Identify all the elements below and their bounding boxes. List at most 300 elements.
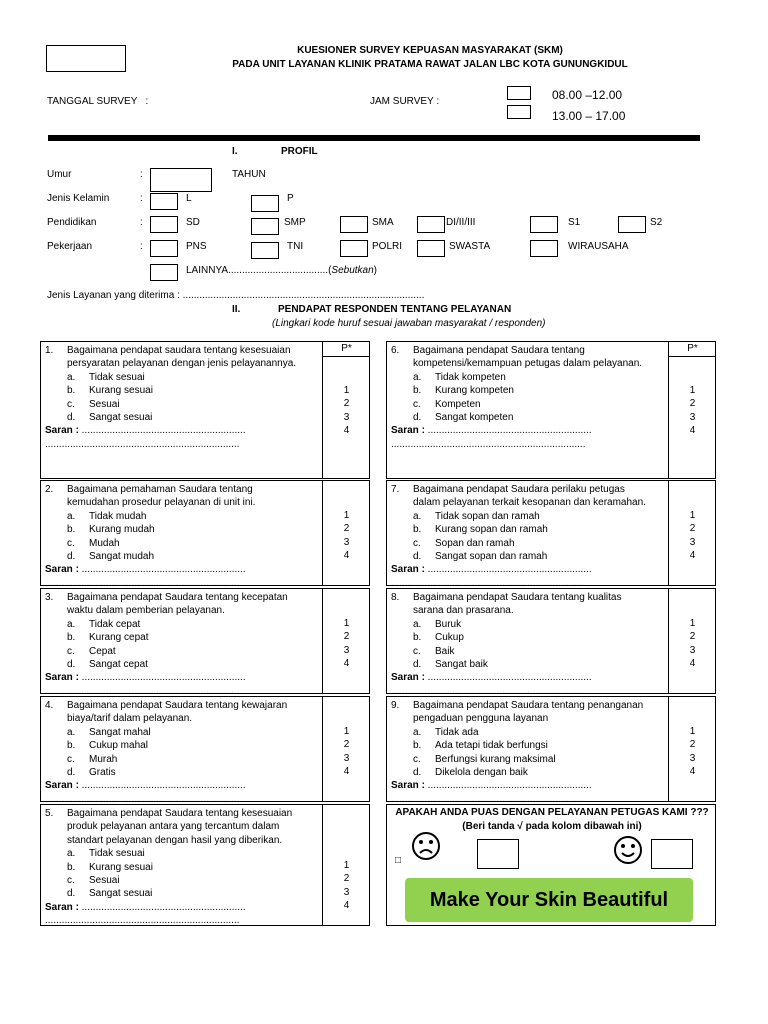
option-text: Sangat cepat bbox=[89, 659, 148, 671]
score-list bbox=[669, 617, 716, 671]
tahun-label: TAHUN bbox=[232, 169, 266, 180]
saran-label: Saran : bbox=[391, 780, 425, 792]
profil-section-title: PROFIL bbox=[281, 146, 318, 157]
answer-option[interactable] bbox=[391, 537, 667, 550]
option-letter: a. bbox=[413, 618, 422, 630]
answer-option[interactable] bbox=[391, 631, 667, 644]
option-letter: c. bbox=[413, 645, 421, 657]
pekerjaan-lainnya-label bbox=[186, 265, 377, 276]
answer-option[interactable] bbox=[45, 618, 321, 631]
answer-option[interactable] bbox=[391, 645, 667, 658]
score-value[interactable]: 2 bbox=[689, 631, 696, 643]
option-letter: b. bbox=[67, 524, 76, 536]
saran-row[interactable] bbox=[45, 671, 321, 684]
option-letter: b. bbox=[413, 385, 422, 397]
saran-row[interactable] bbox=[391, 671, 667, 684]
option-letter: c. bbox=[67, 645, 75, 657]
option-text: Sangat sesuai bbox=[89, 412, 153, 424]
option-text: Sangat sopan dan ramah bbox=[435, 551, 548, 563]
pendidikan-d3-label: DI/II/III bbox=[446, 217, 476, 228]
score-value[interactable]: 3 bbox=[343, 886, 350, 898]
option-text: Sesuai bbox=[89, 875, 120, 887]
answer-option[interactable] bbox=[391, 550, 667, 563]
option-text: Tidak cepat bbox=[89, 618, 141, 630]
score-value[interactable]: 1 bbox=[689, 726, 696, 737]
score-value[interactable]: 2 bbox=[689, 739, 696, 751]
score-value[interactable]: 2 bbox=[689, 523, 696, 535]
score-value[interactable]: 2 bbox=[343, 398, 350, 410]
saran-row[interactable] bbox=[391, 424, 667, 437]
option-letter: a. bbox=[67, 618, 76, 630]
jk-p-label: P bbox=[287, 193, 294, 204]
pekerjaan-pns-label: PNS bbox=[186, 241, 207, 252]
score-value[interactable]: 4 bbox=[343, 658, 350, 670]
saran-row[interactable] bbox=[391, 779, 667, 792]
option-text: Dikelola dengan baik bbox=[435, 767, 528, 779]
answer-option[interactable] bbox=[391, 371, 667, 384]
option-text: Cukup bbox=[435, 632, 464, 644]
option-letter: c. bbox=[67, 537, 75, 549]
saran-line-2[interactable]: ...................................................................... bbox=[45, 915, 240, 927]
score-value[interactable]: 2 bbox=[689, 398, 696, 410]
question-box bbox=[40, 480, 370, 589]
question-number: 3. bbox=[45, 592, 54, 603]
answer-option[interactable] bbox=[45, 739, 321, 752]
saran-label: Saran : bbox=[391, 672, 425, 684]
score-value[interactable]: 1 bbox=[343, 618, 350, 629]
pendidikan-smp-label: SMP bbox=[284, 217, 306, 228]
profil-section-num: I. bbox=[232, 146, 238, 157]
pekerjaan-swasta-checkbox[interactable] bbox=[417, 240, 445, 257]
question-line bbox=[45, 357, 321, 370]
question-line bbox=[45, 604, 321, 617]
tanggal-survey-label: TANGGAL SURVEY : bbox=[47, 96, 149, 107]
saran-dots: ........................................................... bbox=[78, 901, 246, 913]
question-line bbox=[391, 344, 667, 357]
answer-option[interactable] bbox=[391, 766, 667, 779]
saran-dots: ........................................................... bbox=[78, 564, 246, 576]
question-line-text: dalam pelayanan terkait kesopanan dan keramahan. bbox=[413, 497, 646, 509]
answer-option[interactable] bbox=[391, 510, 667, 523]
saran-dots: ........................................................... bbox=[424, 672, 592, 684]
question-line bbox=[45, 820, 321, 833]
option-letter: b. bbox=[67, 632, 76, 644]
question-number: 6. bbox=[391, 345, 400, 356]
option-letter: c. bbox=[413, 398, 421, 410]
answer-option[interactable] bbox=[391, 411, 667, 424]
pendidikan-colon: : bbox=[140, 217, 143, 228]
saran-label: Saran : bbox=[45, 901, 79, 913]
option-letter: d. bbox=[413, 659, 422, 671]
score-column bbox=[322, 342, 370, 478]
answer-option[interactable] bbox=[45, 631, 321, 644]
answer-option[interactable] bbox=[45, 658, 321, 671]
saran-line-2[interactable]: ...................................................................... bbox=[391, 685, 586, 697]
option-text: Buruk bbox=[435, 618, 462, 630]
jam-option1-checkbox[interactable] bbox=[507, 86, 531, 100]
question-line-text: biaya/tarif dalam pelayanan. bbox=[67, 713, 193, 725]
option-text: Tidak kompeten bbox=[435, 371, 506, 383]
saran-label: Saran : bbox=[45, 672, 79, 684]
score-value[interactable]: 4 bbox=[689, 766, 696, 778]
answer-option[interactable] bbox=[391, 384, 667, 397]
answer-option[interactable] bbox=[45, 887, 321, 900]
score-value[interactable]: 4 bbox=[343, 766, 350, 778]
saran-row[interactable] bbox=[391, 563, 667, 576]
score-value[interactable]: 1 bbox=[343, 726, 350, 737]
pendidikan-sd-checkbox[interactable] bbox=[150, 216, 178, 233]
question-number: 1. bbox=[45, 345, 54, 356]
jam-option1-label: 08.00 –12.00 bbox=[552, 88, 623, 102]
option-text: Tidak sesuai bbox=[89, 371, 145, 383]
option-text: Sangat kompeten bbox=[435, 412, 514, 424]
option-letter: b. bbox=[67, 740, 76, 752]
saran-row[interactable] bbox=[45, 779, 321, 792]
pendapat-section-title: PENDAPAT RESPONDEN TENTANG PELAYANAN bbox=[278, 304, 512, 315]
score-header: P* bbox=[669, 342, 716, 357]
question-line bbox=[391, 699, 667, 712]
question-line bbox=[391, 604, 667, 617]
pekerjaan-colon: : bbox=[140, 241, 143, 252]
question-line bbox=[391, 591, 667, 604]
answer-option[interactable] bbox=[45, 398, 321, 411]
option-text: Murah bbox=[89, 753, 118, 765]
saran-label: Saran : bbox=[391, 425, 425, 437]
answer-option[interactable] bbox=[391, 658, 667, 671]
option-text: Kurang sesuai bbox=[89, 861, 153, 873]
option-text: Ada tetapi tidak berfungsi bbox=[435, 740, 548, 752]
question-box bbox=[40, 341, 370, 479]
option-letter: c. bbox=[67, 398, 75, 410]
pendidikan-d3-checkbox[interactable] bbox=[417, 216, 445, 233]
score-value[interactable]: 4 bbox=[343, 900, 350, 912]
question-text bbox=[391, 344, 667, 451]
question-text bbox=[45, 483, 321, 590]
title-line-1: KUESIONER SURVEY KEPUASAN MASYARAKAT (SKM) bbox=[297, 45, 563, 56]
option-text: Cukup mahal bbox=[89, 740, 148, 752]
saran-row[interactable] bbox=[45, 901, 321, 914]
score-column bbox=[668, 481, 716, 585]
option-text: Baik bbox=[435, 645, 455, 657]
pekerjaan-lainnya-checkbox[interactable] bbox=[150, 264, 178, 281]
option-letter: d. bbox=[67, 888, 76, 900]
question-line-text: kompetensi/kemampuan petugas dalam pelayanan. bbox=[413, 358, 643, 370]
option-letter: b. bbox=[67, 861, 76, 873]
question-line bbox=[391, 357, 667, 370]
score-value[interactable]: 3 bbox=[689, 644, 696, 656]
score-list bbox=[323, 384, 370, 438]
score-value[interactable]: 2 bbox=[343, 523, 350, 535]
answer-option[interactable] bbox=[45, 384, 321, 397]
pekerjaan-polri-checkbox[interactable] bbox=[340, 240, 368, 257]
score-value[interactable]: 4 bbox=[343, 425, 350, 437]
saran-label: Saran : bbox=[45, 425, 79, 437]
question-line-text: Bagaimana pendapat Saudara tentang bbox=[413, 345, 585, 356]
question-line bbox=[45, 712, 321, 725]
question-line bbox=[45, 591, 321, 604]
question-line-text: Bagaimana pemahaman Saudara tentang bbox=[67, 484, 253, 495]
option-text: Kurang sesuai bbox=[89, 385, 153, 397]
score-value[interactable]: 3 bbox=[343, 644, 350, 656]
score-column bbox=[322, 697, 370, 801]
jenis-kelamin-colon: : bbox=[140, 193, 143, 204]
answer-option[interactable] bbox=[391, 523, 667, 536]
sad-face-icon bbox=[411, 831, 441, 861]
answer-option[interactable] bbox=[45, 537, 321, 550]
score-value[interactable]: 3 bbox=[689, 752, 696, 764]
option-text: Sangat mudah bbox=[89, 551, 155, 563]
option-text: Cepat bbox=[89, 645, 116, 657]
score-header: P* bbox=[323, 342, 370, 357]
tidak-puas-checkbox[interactable] bbox=[477, 839, 519, 869]
score-value[interactable]: 1 bbox=[343, 510, 350, 521]
answer-option[interactable] bbox=[45, 766, 321, 779]
saran-row[interactable] bbox=[45, 424, 321, 437]
pendidikan-s1-label: S1 bbox=[568, 217, 581, 228]
saran-dots: ........................................................... bbox=[78, 425, 246, 437]
score-value[interactable]: 4 bbox=[689, 658, 696, 670]
slogan-banner: Make Your Skin Beautiful bbox=[405, 878, 693, 922]
question-line-text: Bagaimana pendapat Saudara perilaku petugas bbox=[413, 484, 625, 495]
umur-input[interactable] bbox=[150, 168, 212, 192]
jenis-kelamin-label: Jenis Kelamin bbox=[47, 193, 110, 204]
question-line-text: Bagaimana pendapat Saudara tentang kewajaran bbox=[67, 700, 288, 711]
question-line-text: produk pelayanan antara yang tercantum dalam bbox=[67, 821, 280, 833]
option-text: Sangat sesuai bbox=[89, 888, 153, 900]
score-column bbox=[322, 589, 370, 693]
pendidikan-s2-checkbox[interactable] bbox=[618, 216, 646, 233]
score-column bbox=[322, 481, 370, 585]
option-text: Tidak sopan dan ramah bbox=[435, 510, 540, 522]
question-line-text: sarana dan prasarana. bbox=[413, 605, 514, 617]
question-text bbox=[45, 591, 321, 698]
option-text: Tidak sesuai bbox=[89, 848, 145, 860]
answer-option[interactable] bbox=[45, 510, 321, 523]
question-line-text: Bagaimana pendapat Saudara tentang kecepatan bbox=[67, 592, 288, 603]
pendidikan-sma-checkbox[interactable] bbox=[340, 216, 368, 233]
question-line-text: standart pelayanan dengan hasil yang diberikan. bbox=[67, 834, 283, 846]
jam-survey-label: JAM SURVEY : bbox=[370, 96, 440, 107]
saran-line-2[interactable]: ...................................................................... bbox=[391, 577, 586, 589]
question-box bbox=[386, 696, 716, 805]
option-letter: a. bbox=[67, 510, 76, 522]
jk-l-label: L bbox=[186, 193, 192, 204]
option-text: Kurang sopan dan ramah bbox=[435, 524, 548, 536]
score-value[interactable]: 1 bbox=[689, 385, 696, 396]
answer-option[interactable] bbox=[45, 753, 321, 766]
question-box bbox=[386, 588, 716, 697]
answer-option[interactable] bbox=[45, 847, 321, 860]
answer-option[interactable] bbox=[391, 618, 667, 631]
option-text: Tidak ada bbox=[435, 726, 479, 738]
question-line bbox=[45, 807, 321, 820]
question-number: 4. bbox=[45, 700, 54, 711]
question-box bbox=[40, 696, 370, 805]
saran-line-2[interactable]: ...................................................................... bbox=[45, 438, 240, 450]
score-list bbox=[669, 725, 716, 779]
umur-colon: : bbox=[140, 169, 143, 180]
pendidikan-s1-checkbox[interactable] bbox=[530, 216, 558, 233]
kepuasan-question: APAKAH ANDA PUAS DENGAN PELAYANAN PETUGAS KAMI ??? bbox=[395, 807, 709, 818]
score-value[interactable]: 3 bbox=[689, 411, 696, 423]
answer-option[interactable] bbox=[45, 874, 321, 887]
question-line bbox=[45, 834, 321, 847]
saran-dots: ........................................................... bbox=[424, 780, 592, 792]
happy-face-icon bbox=[613, 835, 643, 865]
question-number: 9. bbox=[391, 700, 400, 711]
answer-option[interactable] bbox=[45, 726, 321, 739]
jam-option2-checkbox[interactable] bbox=[507, 105, 531, 119]
question-line bbox=[45, 483, 321, 496]
score-value[interactable]: 4 bbox=[689, 550, 696, 562]
score-list bbox=[323, 617, 370, 671]
score-list bbox=[669, 509, 716, 563]
option-letter: d. bbox=[67, 767, 76, 779]
option-letter: a. bbox=[413, 726, 422, 738]
option-letter: c. bbox=[67, 753, 75, 765]
question-text bbox=[45, 807, 321, 928]
pendidikan-sd-label: SD bbox=[186, 217, 200, 228]
saran-label: Saran : bbox=[45, 564, 79, 576]
question-text bbox=[391, 483, 667, 590]
option-letter: d. bbox=[67, 551, 76, 563]
score-list bbox=[323, 725, 370, 779]
puas-checkbox[interactable] bbox=[651, 839, 693, 869]
stray-glyph: □ bbox=[395, 855, 402, 866]
lainnya-close: ) bbox=[373, 265, 378, 276]
header-divider bbox=[48, 135, 700, 141]
pekerjaan-tni-label: TNI bbox=[287, 241, 304, 252]
saran-row[interactable] bbox=[45, 563, 321, 576]
question-number: 7. bbox=[391, 484, 400, 495]
question-box bbox=[40, 588, 370, 697]
option-letter: d. bbox=[67, 412, 76, 424]
saran-line-2[interactable]: ...................................................................... bbox=[45, 577, 240, 589]
pendapat-instruction: (Lingkari kode huruf sesuai jawaban masyarakat / responden) bbox=[272, 318, 546, 329]
score-value[interactable]: 1 bbox=[343, 860, 350, 871]
answer-option[interactable] bbox=[391, 739, 667, 752]
option-text: Sopan dan ramah bbox=[435, 537, 515, 549]
score-value[interactable]: 1 bbox=[343, 385, 350, 396]
question-line-text: Bagaimana pendapat Saudara tentang kesesuaian bbox=[67, 808, 293, 819]
option-letter: d. bbox=[413, 551, 422, 563]
pendidikan-sma-label: SMA bbox=[372, 217, 394, 228]
jenis-layanan-field[interactable]: Jenis Layanan yang diterima : ....................................................................................... bbox=[47, 290, 425, 301]
answer-option[interactable] bbox=[391, 726, 667, 739]
score-value[interactable]: 3 bbox=[343, 752, 350, 764]
score-list bbox=[323, 509, 370, 563]
option-letter: a. bbox=[67, 371, 76, 383]
score-value[interactable]: 2 bbox=[343, 631, 350, 643]
score-value[interactable]: 1 bbox=[689, 618, 696, 629]
score-column bbox=[668, 342, 716, 478]
umur-label: Umur bbox=[47, 169, 72, 180]
pekerjaan-polri-label: POLRI bbox=[372, 241, 403, 252]
option-letter: a. bbox=[413, 510, 422, 522]
pendidikan-smp-checkbox[interactable] bbox=[251, 218, 279, 235]
question-text bbox=[391, 591, 667, 698]
score-column bbox=[322, 805, 370, 925]
question-line-text: waktu dalam pemberian pelayanan. bbox=[67, 605, 225, 617]
option-text: Sangat baik bbox=[435, 659, 488, 671]
answer-option[interactable] bbox=[45, 645, 321, 658]
saran-dots: ........................................................... bbox=[424, 425, 592, 437]
answer-option[interactable] bbox=[45, 371, 321, 384]
saran-dots: ........................................................... bbox=[78, 780, 246, 792]
saran-line-2[interactable]: ...................................................................... bbox=[391, 793, 586, 805]
question-line-text: Bagaimana pendapat saudara tentang kesesuaian bbox=[67, 345, 291, 356]
question-line bbox=[45, 699, 321, 712]
option-letter: d. bbox=[67, 659, 76, 671]
option-letter: c. bbox=[413, 753, 421, 765]
answer-option[interactable] bbox=[391, 398, 667, 411]
pekerjaan-pns-checkbox[interactable] bbox=[150, 240, 178, 257]
jam-option2-label: 13.00 – 17.00 bbox=[552, 109, 626, 123]
question-line bbox=[391, 483, 667, 496]
answer-option[interactable] bbox=[45, 550, 321, 563]
pekerjaan-wirausaha-checkbox[interactable] bbox=[530, 240, 558, 257]
answer-option[interactable] bbox=[391, 753, 667, 766]
question-number: 5. bbox=[45, 808, 54, 819]
option-text: Kurang cepat bbox=[89, 632, 149, 644]
question-number: 2. bbox=[45, 484, 54, 495]
score-list bbox=[669, 384, 716, 438]
option-letter: b. bbox=[413, 740, 422, 752]
saran-dots: ........................................................... bbox=[424, 564, 592, 576]
question-line-text: persyaratan pelayanan dengan jenis pelayanannya. bbox=[67, 358, 297, 370]
option-letter: c. bbox=[413, 537, 421, 549]
lainnya-text: LAINNYA....................................( bbox=[186, 265, 332, 276]
saran-label: Saran : bbox=[391, 564, 425, 576]
score-value[interactable]: 3 bbox=[343, 536, 350, 548]
score-column bbox=[668, 697, 716, 801]
answer-option[interactable] bbox=[45, 861, 321, 874]
saran-line-2[interactable]: ...................................................................... bbox=[391, 438, 586, 450]
jk-p-checkbox[interactable] bbox=[251, 195, 279, 212]
option-letter: d. bbox=[413, 412, 422, 424]
score-value[interactable]: 4 bbox=[689, 425, 696, 437]
saran-line-2[interactable]: ...................................................................... bbox=[45, 685, 240, 697]
score-value[interactable]: 4 bbox=[343, 550, 350, 562]
option-text: Sesuai bbox=[89, 398, 120, 410]
pendidikan-label: Pendidikan bbox=[47, 217, 97, 228]
answer-option[interactable] bbox=[45, 523, 321, 536]
jk-l-checkbox[interactable] bbox=[150, 193, 178, 210]
pendidikan-s2-label: S2 bbox=[650, 217, 663, 228]
saran-line-2[interactable]: ...................................................................... bbox=[45, 793, 240, 805]
option-text: Kompeten bbox=[435, 398, 481, 410]
answer-option[interactable] bbox=[45, 411, 321, 424]
score-value[interactable]: 2 bbox=[343, 739, 350, 751]
option-letter: b. bbox=[413, 632, 422, 644]
option-text: Tidak mudah bbox=[89, 510, 147, 522]
score-value[interactable]: 3 bbox=[689, 536, 696, 548]
score-value[interactable]: 1 bbox=[689, 510, 696, 521]
score-value[interactable]: 2 bbox=[343, 873, 350, 885]
title-line-2: PADA UNIT LAYANAN KLINIK PRATAMA RAWAT JALAN LBC KOTA GUNUNGKIDUL bbox=[232, 59, 628, 70]
question-line-text: Bagaimana pendapat Saudara tentang kualitas bbox=[413, 592, 622, 603]
question-text bbox=[391, 699, 667, 806]
question-line-text: kemudahan prosedur pelayanan di unit ini. bbox=[67, 497, 256, 509]
question-text bbox=[45, 344, 321, 451]
option-text: Berfungsi kurang maksimal bbox=[435, 753, 556, 765]
score-value[interactable]: 3 bbox=[343, 411, 350, 423]
pekerjaan-tni-checkbox[interactable] bbox=[251, 242, 279, 259]
saran-label: Saran : bbox=[45, 780, 79, 792]
saran-dots: ........................................................... bbox=[78, 672, 246, 684]
logo-placeholder-box bbox=[46, 45, 126, 72]
option-letter: d. bbox=[413, 767, 422, 779]
